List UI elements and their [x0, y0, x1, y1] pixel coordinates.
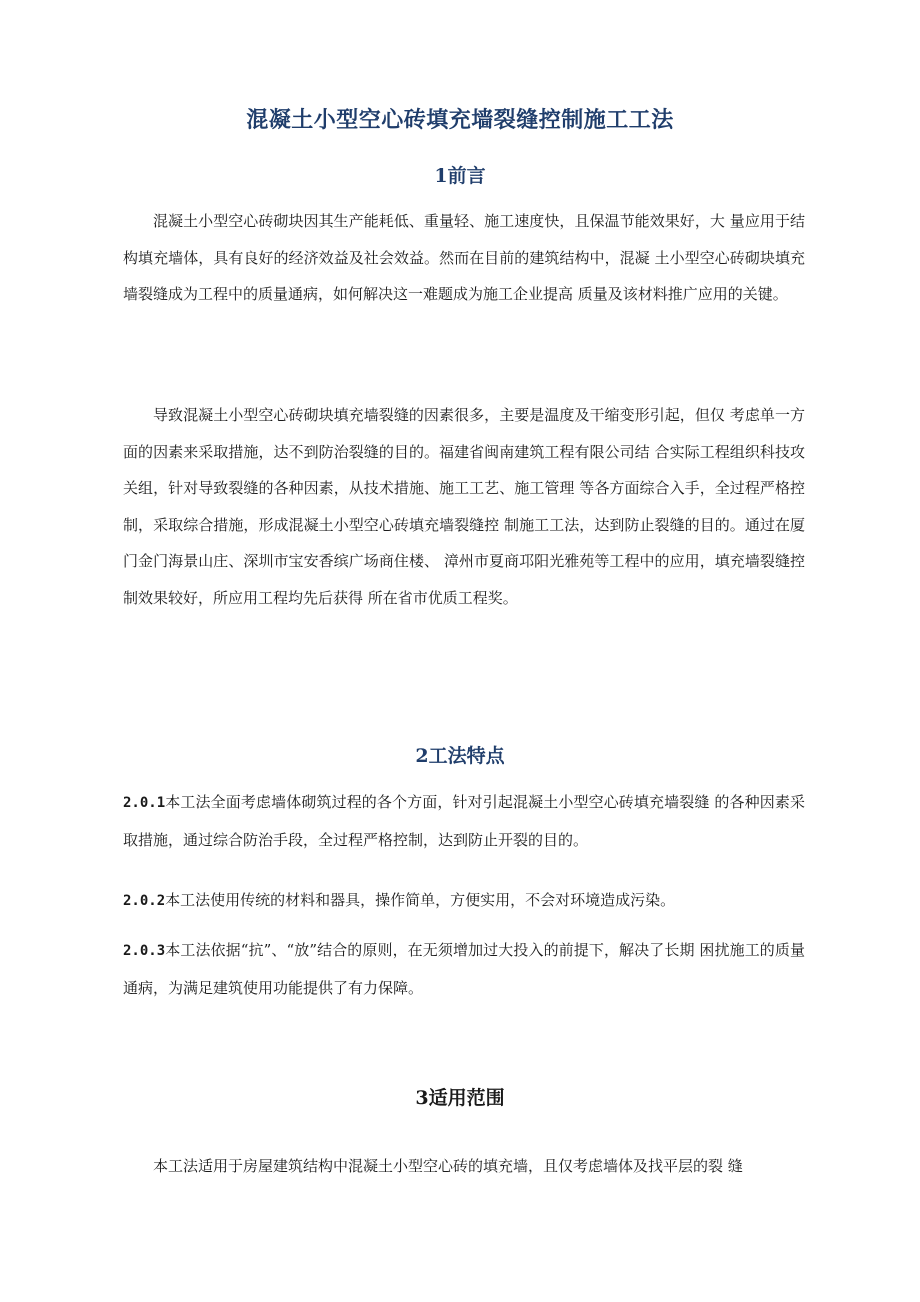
intro-paragraph-1: 混凝土小型空心砖砌块因其生产能耗低、重量轻、施工速度快，且保温节能效果好，大 量应用于结构填充墙体，具有良好的经济效益及社会效益。然而在目前的建筑结构中，混凝 土小型空心砖砌块填充墙裂缝成为工程中的质量通病，如何解决这一难题成为施工企业提高 质量及该材料推广应用的关键。 — [123, 212, 805, 303]
feature-item-1 — [123, 784, 805, 858]
feature-item-number: 2.0.3 — [123, 943, 166, 959]
scope-paragraph-1: 本工法适用于房屋建筑结构中混凝土小型空心砖的填充墙，且仅考虑墙体及找平层的裂 缝 — [153, 1157, 743, 1175]
feature-item-number: 2.0.2 — [123, 893, 166, 909]
section-heading-features: 2工法特点 — [415, 745, 505, 767]
intro-paragraph-2: 导致混凝土小型空心砖砌块填充墙裂缝的因素很多，主要是温度及干缩变形引起，但仅 考虑单一方面的因素来采取措施，达不到防治裂缝的目的。福建省闽南建筑工程有限公司结 合实际工程组织科技攻关组，针对导致裂缝的各种因素，从技术措施、施工工艺、施工管理 等各方面综合入手，全过程严格控制，采取综合措施，形成混凝土小型空心砖填充墙裂缝控 制施工工法，达到防止裂缝的目的。通过在厦门金门海景山庄、深圳市宝安香缤广场商住楼、 漳州市夏商邛阳光雅苑等工程中的应用，填充墙裂缝控制效果较好，所应用工程均先后获得 所在省市优质工程奖。 — [123, 406, 805, 607]
feature-item-text: 本工法全面考虑墙体砌筑过程的各个方面，针对引起混凝土小型空心砖填充墙裂缝 的各种因素采取措施，通过综合防治手段，全过程严格控制，达到防止开裂的目的。 — [123, 793, 805, 849]
feature-item-text: 本工法使用传统的材料和器具，操作简单，方便实用，不会对环境造成污染。 — [165, 891, 676, 909]
feature-item-2 — [123, 882, 805, 920]
feature-item-3 — [123, 932, 805, 1006]
document-title: 混凝土小型空心砖填充墙裂缝控制施工工法 — [246, 107, 674, 133]
section-heading-scope: 3适用范围 — [415, 1087, 505, 1109]
section-heading-intro: 1前言 — [434, 165, 486, 187]
feature-item-text: 本工法依据“抗”、“放”结合的原则，在无须增加过大投入的前提下，解决了长期 困扰施工的质量通病，为满足建筑使用功能提供了有力保障。 — [123, 941, 805, 997]
feature-item-number: 2.0.1 — [123, 795, 166, 811]
